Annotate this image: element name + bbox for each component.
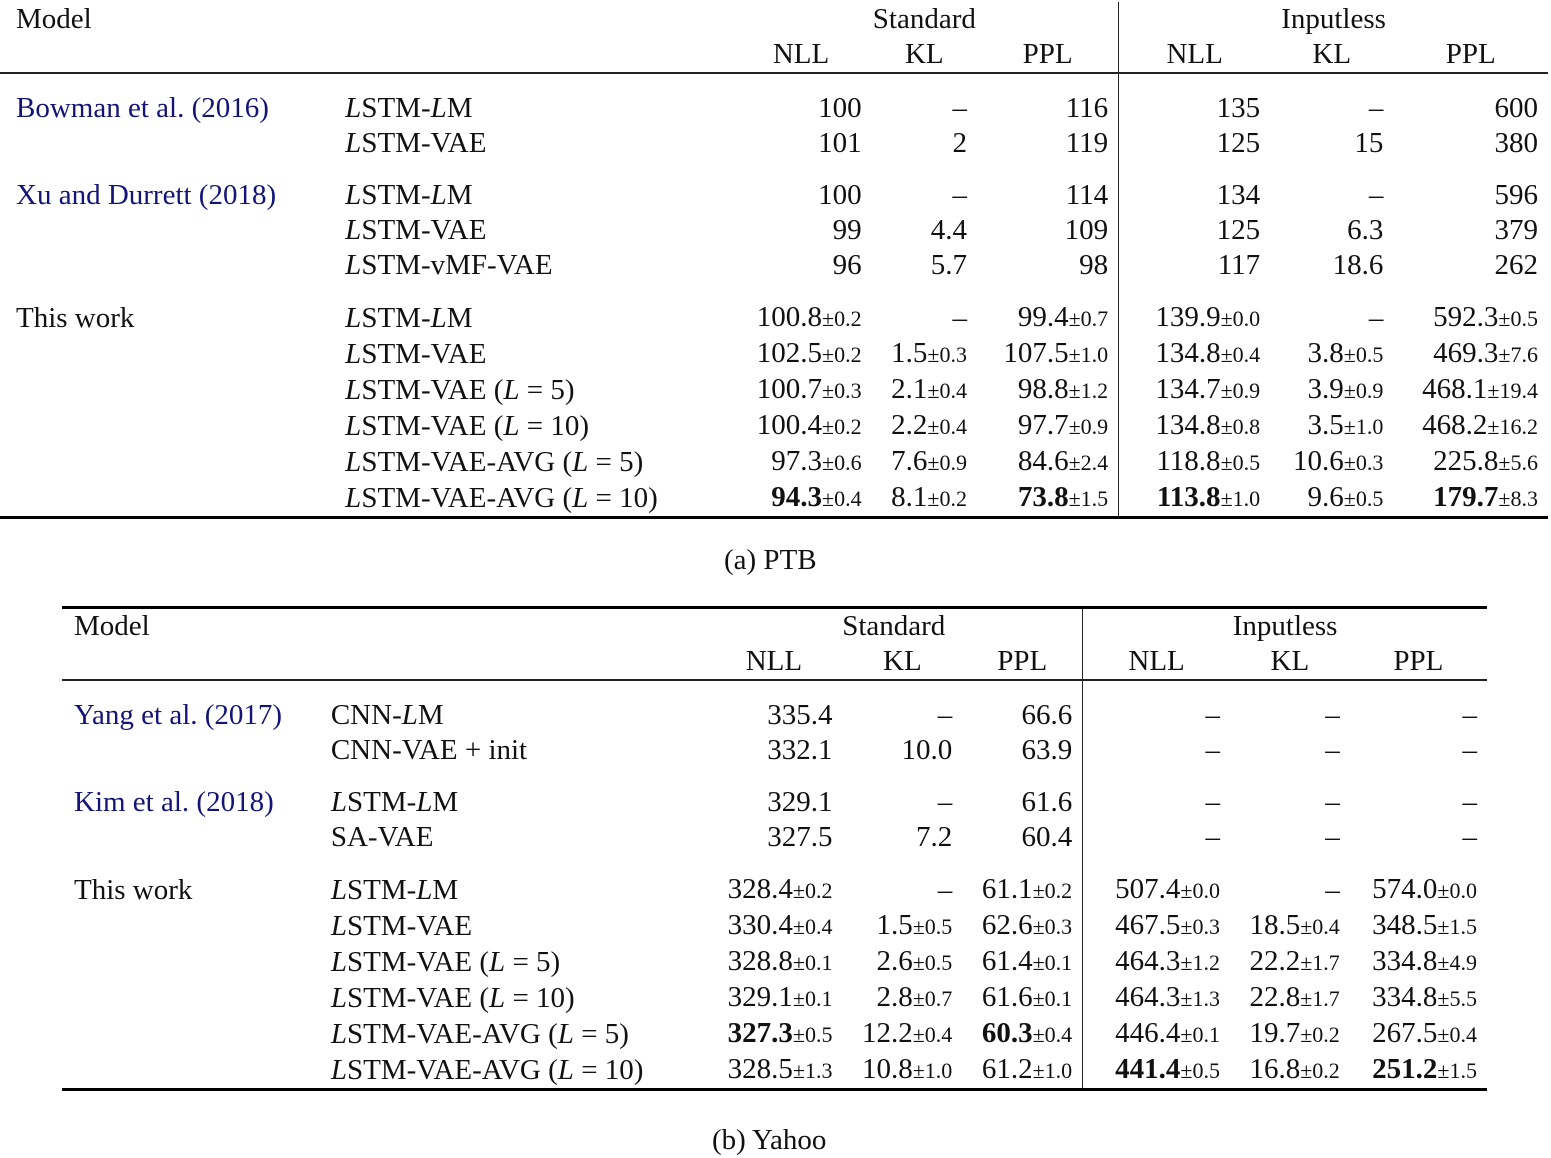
table-row <box>62 785 1487 820</box>
value-cell: 3.9±0.9 <box>1307 373 1384 405</box>
value-cell: – <box>1368 179 1384 211</box>
value-cell: 61.1±0.2 <box>981 873 1073 905</box>
header-ppl: PPL <box>977 37 1119 73</box>
value-cell: – <box>1325 734 1340 766</box>
header-model: Model <box>16 3 92 35</box>
model-cell: LSTM-VAE-AVG (L = 5) <box>345 445 644 478</box>
model-cell: LSTM-VAE (L = 10) <box>330 981 575 1014</box>
source-cell: Xu and Durrett (2018) <box>16 179 277 211</box>
value-cell: 1.5±0.5 <box>876 909 953 941</box>
value-cell: 117 <box>1119 248 1270 283</box>
header-nll: NLL <box>705 644 842 680</box>
value-cell: 109 <box>1064 214 1109 246</box>
value-cell: – <box>937 786 953 818</box>
value-cell: 97.3±0.6 <box>771 445 862 477</box>
source-cell <box>62 1016 325 1052</box>
source-cell: Kim et al. (2018) <box>74 786 274 818</box>
source-cell: This work <box>74 873 193 906</box>
value-cell: 334.8±4.9 <box>1372 945 1477 977</box>
value-cell: 8.1±0.2 <box>872 480 977 518</box>
table-row <box>0 213 1548 248</box>
value-cell: 62.6±0.3 <box>981 909 1073 941</box>
value-cell: 464.3±1.3 <box>1083 980 1230 1016</box>
header-nll: NLL <box>731 37 872 73</box>
value-cell: 600 <box>1494 92 1538 124</box>
value-cell: – <box>1462 821 1477 853</box>
value-cell: 134.7±0.9 <box>1119 372 1270 408</box>
value-cell: 119 <box>1065 127 1109 159</box>
value-cell: – <box>1325 786 1340 818</box>
value-cell: 100.4±0.2 <box>756 409 862 441</box>
yahoo-caption: (b) Yahoo <box>712 1124 827 1156</box>
value-cell: 118.8±0.5 <box>1119 444 1270 480</box>
value-cell: 100.7±0.3 <box>756 373 862 405</box>
table-row <box>0 480 1548 518</box>
model-cell: LSTM-VAE-AVG (L = 10) <box>339 480 730 518</box>
value-cell: 2.8±0.7 <box>876 981 953 1013</box>
source-cell <box>0 213 339 248</box>
value-cell: 335.4 <box>767 699 833 731</box>
value-cell: 251.2±1.5 <box>1350 1052 1487 1090</box>
model-cell: CNN-LM <box>330 699 444 731</box>
value-cell: 100 <box>818 92 862 124</box>
value-cell: 4.4 <box>930 214 967 246</box>
ptb-caption: (a) PTB <box>724 544 817 576</box>
source-cell: Yang et al. (2017) <box>74 699 283 731</box>
source-cell <box>0 126 339 161</box>
value-cell: 328.5±1.3 <box>705 1052 842 1090</box>
model-cell: LSTM-VAE <box>345 127 487 159</box>
model-cell: SA-VAE <box>330 821 434 853</box>
header-kl: KL <box>842 644 962 680</box>
value-cell: 60.4 <box>1021 821 1073 853</box>
value-cell: 139.9±0.0 <box>1119 300 1270 336</box>
table-row <box>0 300 1548 336</box>
table-row <box>0 248 1548 283</box>
value-cell: 97.7±0.9 <box>1017 409 1109 441</box>
table-row <box>0 408 1548 444</box>
model-cell: CNN-VAE + init <box>330 734 528 766</box>
value-cell: 348.5±1.5 <box>1372 909 1477 941</box>
value-cell: 61.2±1.0 <box>962 1052 1082 1090</box>
value-cell: 10.8±1.0 <box>842 1052 962 1090</box>
value-cell: 99 <box>832 214 862 246</box>
value-cell: 73.8±1.5 <box>977 480 1119 518</box>
value-cell: 327.3±0.5 <box>727 1017 833 1049</box>
table-row <box>62 908 1487 944</box>
table-row <box>62 872 1487 908</box>
model-cell: LSTM-VAE-AVG (L = 10) <box>325 1052 706 1090</box>
header-ppl: PPL <box>1393 37 1548 73</box>
value-cell: 134 <box>1119 178 1270 213</box>
value-cell: 94.3±0.4 <box>731 480 872 518</box>
source-cell <box>0 444 339 480</box>
value-cell: 329.1±0.1 <box>727 981 833 1013</box>
value-cell: 114 <box>1065 179 1109 211</box>
source-cell <box>62 1052 325 1090</box>
value-cell: 441.4±0.5 <box>1083 1052 1230 1090</box>
model-cell: LSTM-LM <box>345 179 473 211</box>
value-cell: 3.5±1.0 <box>1307 409 1384 441</box>
value-cell: 22.2±1.7 <box>1249 945 1340 977</box>
table-row <box>62 1052 1487 1090</box>
value-cell: 134.8±0.8 <box>1119 408 1270 444</box>
value-cell: 6.3 <box>1347 214 1384 246</box>
value-cell: 379 <box>1494 214 1538 246</box>
table-row <box>62 980 1487 1016</box>
value-cell: – <box>1083 698 1230 733</box>
value-cell: 334.8±5.5 <box>1372 981 1477 1013</box>
value-cell: 2.6±0.5 <box>876 945 953 977</box>
value-cell: 61.6±0.1 <box>981 981 1073 1013</box>
value-cell: 179.7±8.3 <box>1393 480 1548 518</box>
table-row <box>0 178 1548 213</box>
value-cell: – <box>952 301 967 334</box>
table-row <box>62 944 1487 980</box>
value-cell: 328.8±0.1 <box>727 945 833 977</box>
header-ppl: PPL <box>1350 644 1487 680</box>
table-row <box>62 1016 1487 1052</box>
header-ppl: PPL <box>962 644 1082 680</box>
header-model: Model <box>74 610 150 642</box>
value-cell: – <box>1368 301 1384 334</box>
value-cell: 18.6 <box>1332 249 1384 281</box>
value-cell: 100 <box>818 179 862 211</box>
value-cell: 125 <box>1119 213 1270 248</box>
value-cell: 12.2±0.4 <box>861 1017 953 1049</box>
model-cell: LSTM-LM <box>330 873 459 906</box>
header-kl: KL <box>1230 644 1350 680</box>
value-cell: 84.6±2.4 <box>1017 445 1109 477</box>
value-cell: 135 <box>1119 91 1270 126</box>
value-cell: 596 <box>1494 179 1538 211</box>
value-cell: 19.7±0.2 <box>1249 1017 1340 1049</box>
table-row <box>62 733 1487 768</box>
value-cell: 328.4±0.2 <box>727 873 833 905</box>
source-cell <box>62 908 325 944</box>
value-cell: – <box>1325 873 1340 906</box>
value-cell: 125 <box>1119 126 1270 161</box>
source-cell <box>62 733 325 768</box>
value-cell: 464.3±1.2 <box>1083 944 1230 980</box>
source-cell <box>0 408 339 444</box>
value-cell: – <box>1368 92 1384 124</box>
value-cell: 96 <box>832 249 862 281</box>
value-cell: 98.8±1.2 <box>1017 373 1109 405</box>
value-cell: – <box>1462 786 1477 818</box>
value-cell: 107.5±1.0 <box>1003 337 1109 369</box>
value-cell: 2.2±0.4 <box>891 409 967 441</box>
ptb-table: Model Standard Inputless NLL KL PPL NLL KL PPL Bowman et al. (2016) LSTM-LM 100 – 116 135 – 600 LSTM-VAE 101 2 119 125 15 380 Xu and Durrett (2018) LSTM-LM 100 – 114 134 – 596 LSTM-VAE 99 4.4 109 125 6.3 379 LSTM-vMF-VAE 96 5.7 98 117 18.6 262 This work LSTM-LM 100.8±0.2 – 99.4±0.7 139.9±0.0 – 592.3±0.5 LSTM-VAE 102.5±0.2 1.5±0.3 107.5±1.0 134.8±0.4 3.8±0.5 469.3±7.6 LSTM-VAE (L = 5) 100.7±0.3 2.1±0.4 98.8±1.2 134.7±0.9 3.9±0.9 468.1±19.4 LSTM-VAE (L = 10) 100.4±0.2 2.2±0.4 97.7±0.9 134.8±0.8 3.5±1.0 468.2±16.2 LSTM-VAE-AVG (L = 5) 97.3±0.6 7.6±0.9 84.6±2.4 118.8±0.5 10.6±0.3 225.8±5.6 LSTM-VAE-AVG (L = 10) 94.3±0.4 8.1±0.2 73.8±1.5 113.8±1.0 9.6±0.5 179.7±8.3 <box>0 2 1548 519</box>
value-cell: 332.1 <box>767 734 833 766</box>
value-cell: 5.7 <box>930 249 967 281</box>
value-cell: 468.1±19.4 <box>1422 373 1538 405</box>
model-cell: LSTM-VAE (L = 5) <box>330 945 561 978</box>
table-row <box>0 444 1548 480</box>
value-cell: 18.5±0.4 <box>1249 909 1340 941</box>
value-cell: – <box>1462 734 1477 766</box>
value-cell: 468.2±16.2 <box>1422 409 1538 441</box>
value-cell: 66.6 <box>1021 699 1073 731</box>
header-nll: NLL <box>1119 37 1270 73</box>
value-cell: – <box>1083 820 1230 855</box>
yahoo-table: Model Standard Inputless NLL KL PPL NLL KL PPL Yang et al. (2017) CNN-LM 335.4 – 66.6 – – – CNN-VAE + init 332.1 10.0 63.9 – – – Kim et al. (2018) LSTM-LM 329.1 – 61.6 – – – SA-VAE 327.5 7.2 60.4 – – – This work LSTM-LM 328.4±0.2 – 61.1±0.2 507.4±0.0 – 574.0±0.0 LSTM-VAE 330.4±0.4 1.5±0.5 62.6±0.3 467.5±0.3 18.5±0.4 348.5±1.5 LSTM-VAE (L = 5) 328.8±0.1 2.6±0.5 61.4±0.1 464.3±1.2 22.2±1.7 334.8±4.9 LSTM-VAE (L = 10) 329.1±0.1 2.8±0.7 61.6±0.1 464.3±1.3 22.8±1.7 334.8±5.5 LSTM-VAE-AVG (L = 5) 327.3±0.5 12.2±0.4 60.3±0.4 446.4±0.1 19.7±0.2 267.5±0.4 LSTM-VAE-AVG (L = 10) 328.5±1.3 10.8±1.0 61.2±1.0 441.4±0.5 16.8±0.2 251.2±1.5 <box>62 606 1487 1091</box>
value-cell: 7.2 <box>916 821 953 853</box>
value-cell: 3.8±0.5 <box>1307 337 1384 369</box>
value-cell: 102.5±0.2 <box>756 337 862 369</box>
value-cell: 2.1±0.4 <box>891 373 967 405</box>
value-cell: 467.5±0.3 <box>1083 908 1230 944</box>
value-cell: – <box>1083 733 1230 768</box>
table-row <box>62 698 1487 733</box>
model-cell: LSTM-VAE-AVG (L = 5) <box>330 1017 629 1050</box>
model-cell: LSTM-VAE (L = 5) <box>345 373 575 406</box>
value-cell: – <box>1462 699 1477 731</box>
value-cell: 329.1 <box>767 786 833 818</box>
model-cell: LSTM-VAE (L = 10) <box>345 409 590 442</box>
value-cell: – <box>937 873 953 906</box>
value-cell: 574.0±0.0 <box>1372 873 1477 905</box>
header-kl: KL <box>1270 37 1393 73</box>
value-cell: 225.8±5.6 <box>1433 445 1538 477</box>
table-row <box>62 820 1487 855</box>
value-cell: – <box>952 179 967 211</box>
value-cell: 61.6 <box>1021 786 1073 818</box>
value-cell: 469.3±7.6 <box>1433 337 1538 369</box>
value-cell: 262 <box>1494 249 1538 281</box>
table-row <box>0 336 1548 372</box>
source-cell <box>62 944 325 980</box>
value-cell: 101 <box>818 127 862 159</box>
value-cell: 327.5 <box>767 821 833 853</box>
model-cell: LSTM-LM <box>330 786 459 818</box>
value-cell: 1.5±0.3 <box>891 337 967 369</box>
value-cell: 99.4±0.7 <box>1017 301 1109 333</box>
source-cell: Bowman et al. (2016) <box>16 92 269 124</box>
table-row <box>0 372 1548 408</box>
value-cell: 380 <box>1494 127 1538 159</box>
model-cell: LSTM-VAE <box>330 909 473 942</box>
source-cell <box>0 248 339 283</box>
value-cell: 7.6±0.9 <box>891 445 967 477</box>
value-cell: 116 <box>1065 92 1109 124</box>
table-row <box>0 91 1548 126</box>
source-cell <box>0 336 339 372</box>
model-cell: LSTM-vMF-VAE <box>345 249 553 281</box>
header-kl: KL <box>872 37 977 73</box>
value-cell: – <box>952 92 967 124</box>
source-cell: This work <box>16 301 135 334</box>
model-cell: LSTM-VAE <box>345 337 487 370</box>
value-cell: 9.6±0.5 <box>1270 480 1393 518</box>
header-nll: NLL <box>1083 644 1230 680</box>
value-cell: 15 <box>1354 127 1384 159</box>
value-cell: 63.9 <box>1021 734 1073 766</box>
value-cell: 446.4±0.1 <box>1083 1016 1230 1052</box>
source-cell <box>0 372 339 408</box>
table-row <box>0 126 1548 161</box>
value-cell: 16.8±0.2 <box>1230 1052 1350 1090</box>
value-cell: – <box>1083 785 1230 820</box>
source-cell <box>62 820 325 855</box>
value-cell: 60.3±0.4 <box>981 1017 1073 1049</box>
value-cell: 10.6±0.3 <box>1293 445 1384 477</box>
model-cell: LSTM-LM <box>345 301 473 334</box>
value-cell: 10.0 <box>901 734 953 766</box>
value-cell: 592.3±0.5 <box>1433 301 1538 333</box>
value-cell: 113.8±1.0 <box>1119 480 1270 518</box>
value-cell: 98 <box>1079 249 1109 281</box>
value-cell: 267.5±0.4 <box>1372 1017 1477 1049</box>
model-cell: LSTM-LM <box>345 92 473 124</box>
value-cell: 2 <box>952 127 967 159</box>
value-cell: – <box>1325 821 1340 853</box>
value-cell: 22.8±1.7 <box>1249 981 1340 1013</box>
value-cell: 134.8±0.4 <box>1119 336 1270 372</box>
source-cell <box>62 980 325 1016</box>
value-cell: 100.8±0.2 <box>756 301 862 333</box>
value-cell: – <box>1325 699 1340 731</box>
model-cell: LSTM-VAE <box>345 214 487 246</box>
source-cell <box>0 480 339 518</box>
value-cell: – <box>937 699 953 731</box>
value-cell: 507.4±0.0 <box>1083 872 1230 908</box>
value-cell: 330.4±0.4 <box>727 909 833 941</box>
value-cell: 61.4±0.1 <box>981 945 1073 977</box>
